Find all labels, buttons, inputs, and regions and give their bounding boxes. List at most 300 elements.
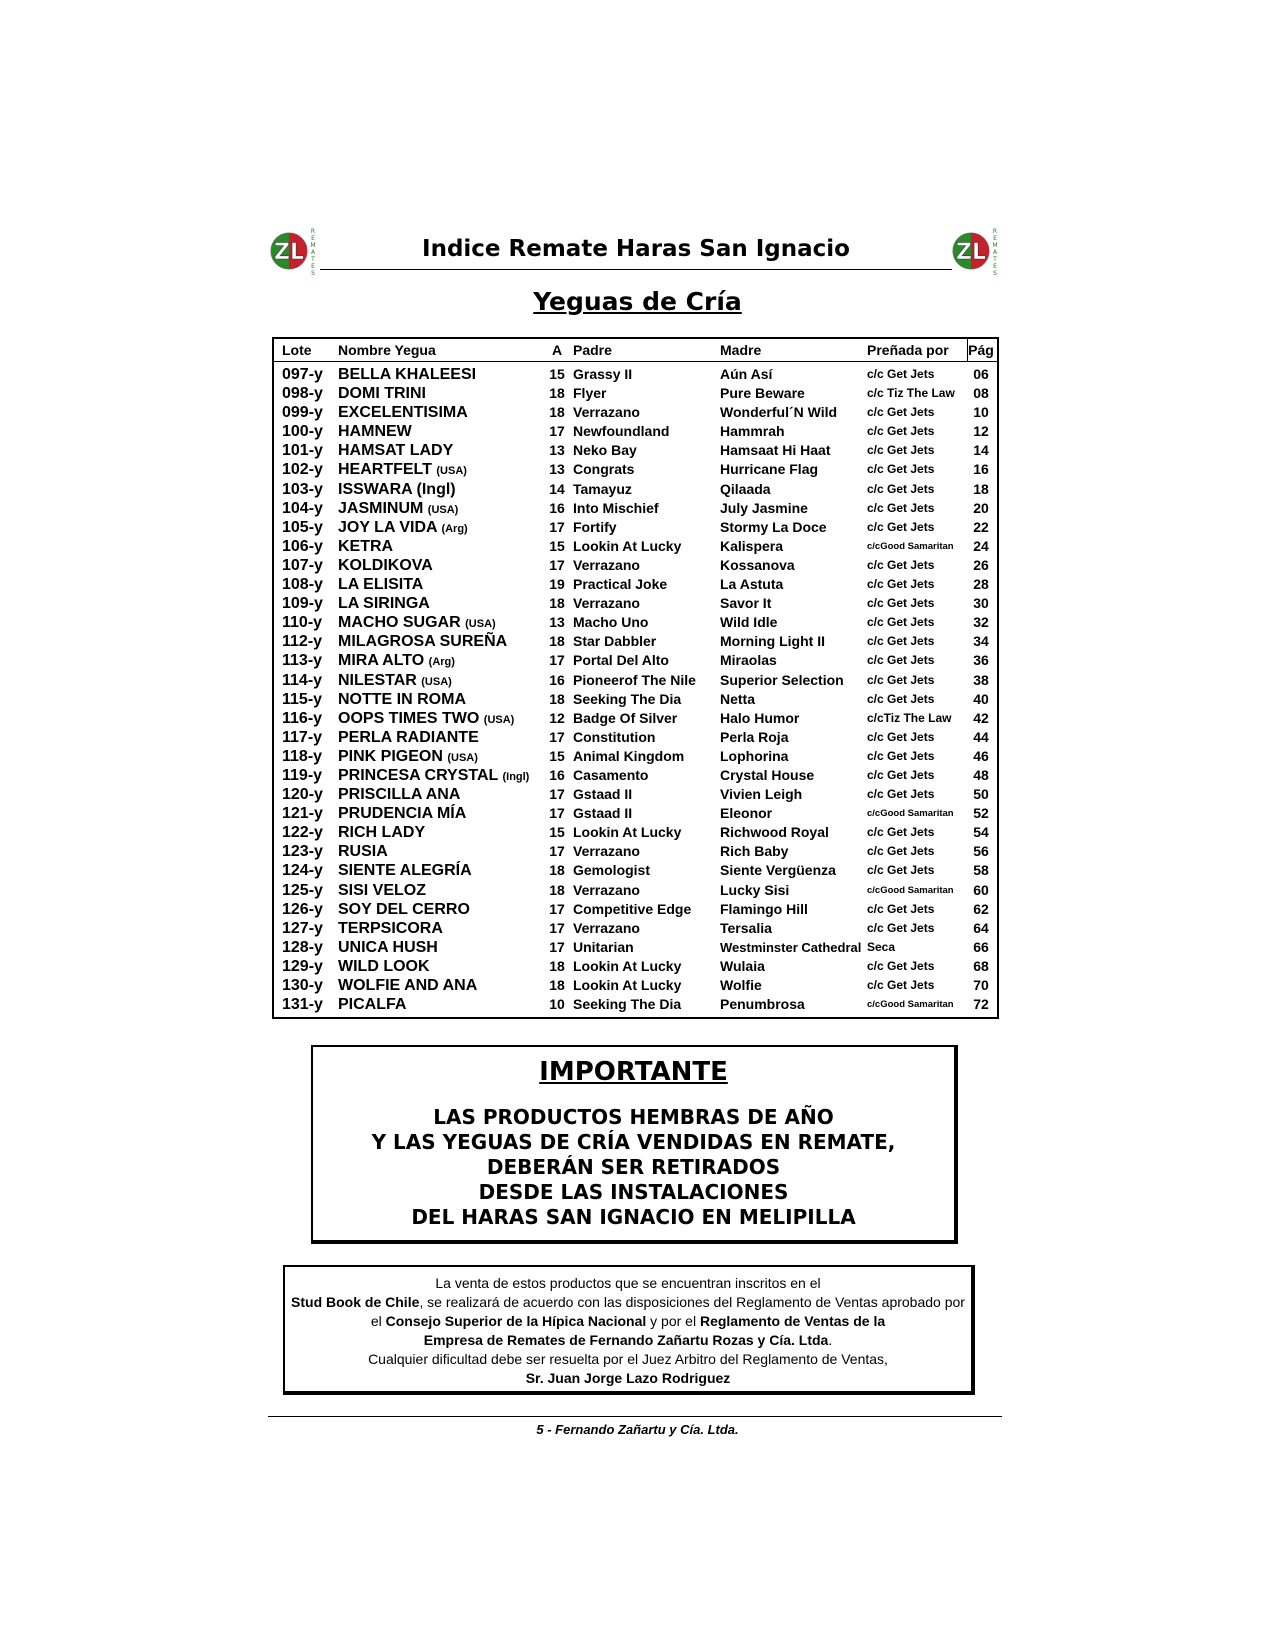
cell-prenada: c/c Tiz The Law: [867, 386, 955, 401]
mare-name: SISI VELOZ: [338, 881, 427, 899]
cell-lote: 128-y: [282, 938, 323, 956]
cell-pag: 46: [973, 747, 989, 764]
cell-padre: Star Dabbler: [573, 633, 657, 650]
mare-origin: (USA): [421, 675, 452, 688]
legal-bold-text: Reglamento de Ventas de la: [699, 1313, 886, 1329]
mare-name: OOPS TIMES TWO: [338, 709, 480, 727]
cell-nombre: [338, 441, 453, 460]
mare-name: MIRA ALTO: [338, 652, 425, 670]
cell-nombre: [338, 957, 430, 976]
cell-lote: 105-y: [282, 518, 323, 536]
table-row: [274, 957, 997, 976]
cell-prenada: c/cGood Samaritan: [867, 540, 954, 552]
cell-pag: 20: [973, 499, 989, 516]
cell-nombre: [338, 613, 496, 634]
cell-age: 19: [549, 576, 565, 593]
table-row: [274, 766, 997, 785]
cell-nombre: [338, 881, 426, 900]
mare-name: LA ELISITA: [338, 576, 424, 594]
table-row: [274, 613, 997, 632]
cell-prenada: c/c Get Jets: [867, 615, 935, 630]
mare-name: PRUDENCIA MÍA: [338, 805, 467, 823]
cell-pag: 60: [973, 881, 989, 898]
cell-prenada: c/c Get Jets: [867, 596, 935, 611]
footer-divider: [268, 1416, 1002, 1417]
logo-text: ZL: [274, 240, 304, 265]
cell-pag: 66: [973, 938, 989, 955]
cell-lote: 098-y: [282, 385, 323, 403]
cell-prenada: c/c Get Jets: [867, 748, 935, 763]
cell-madre: Savor It: [720, 595, 772, 612]
notice-line: DEL HARAS SAN IGNACIO EN MELIPILLA: [411, 1205, 856, 1229]
cell-padre: Newfoundland: [573, 423, 670, 440]
table-row: [274, 785, 997, 804]
company-logo-left: [270, 228, 320, 277]
cell-prenada: c/c Get Jets: [867, 577, 935, 592]
cell-prenada: c/c Get Jets: [867, 519, 935, 534]
legal-bold-text: Sr. Juan Jorge Lazo Rodriguez: [525, 1370, 731, 1386]
cell-age: 15: [549, 537, 565, 554]
cell-madre: Rich Baby: [720, 843, 789, 860]
legal-text: , se realizará de acuerdo con las disposiciones del Reglamento de Ventas aprobado por: [419, 1294, 965, 1310]
mare-name: MACHO SUGAR: [338, 614, 461, 632]
cell-prenada: c/c Get Jets: [867, 443, 935, 458]
legal-bold-text: Consejo Superior de la Hípica Nacional: [385, 1313, 647, 1329]
cell-age: 14: [549, 480, 565, 497]
cell-prenada: c/cTiz The Law: [867, 710, 952, 725]
cell-prenada: c/c Get Jets: [867, 958, 935, 973]
cell-lote: 108-y: [282, 576, 323, 594]
table-row: [274, 480, 997, 499]
cell-madre: Crystal House: [720, 766, 815, 783]
cell-padre: Pioneerof The Nile: [573, 671, 696, 688]
cell-madre: Aún Así: [720, 366, 773, 382]
cell-lote: 099-y: [282, 404, 323, 422]
cell-nombre: [338, 900, 470, 919]
cell-nombre: [338, 709, 514, 730]
cell-age: 18: [549, 633, 565, 650]
cell-lote: 126-y: [282, 900, 323, 918]
cell-age: 18: [549, 881, 565, 898]
cell-prenada: c/c Get Jets: [867, 729, 935, 744]
cell-lote: 129-y: [282, 957, 323, 975]
cell-pag: 40: [973, 690, 989, 707]
cell-age: 18: [549, 862, 565, 879]
cell-madre: Hammrah: [720, 423, 785, 440]
table-row: [274, 747, 997, 766]
cell-age: 18: [549, 690, 565, 707]
cell-age: 12: [549, 709, 565, 726]
mare-name: NOTTE IN ROMA: [338, 690, 466, 708]
table-row: [274, 938, 997, 957]
cell-prenada: c/c Get Jets: [867, 634, 935, 649]
cell-pag: 58: [973, 862, 989, 879]
cell-lote: 103-y: [282, 480, 323, 498]
cell-pag: 34: [973, 633, 989, 650]
cell-nombre: [338, 480, 456, 499]
zl-logo-icon: [270, 228, 308, 274]
cell-padre: Verrazano: [573, 595, 640, 612]
cell-pag: 56: [973, 843, 989, 860]
cell-lote: 114-y: [282, 671, 323, 689]
cell-madre: Kalispera: [720, 537, 784, 554]
cell-prenada: Seca: [867, 939, 896, 954]
cell-age: 16: [549, 499, 565, 516]
cell-age: 13: [549, 461, 565, 478]
cell-padre: Neko Bay: [573, 442, 637, 459]
cell-padre: Verrazano: [573, 881, 640, 898]
cell-madre: Stormy La Doce: [720, 518, 827, 535]
mare-origin: (USA): [465, 618, 496, 631]
cell-padre: Flyer: [573, 385, 607, 402]
cell-padre: Gemologist: [573, 862, 651, 879]
mare-name: BELLA KHALEESI: [338, 366, 477, 383]
header-madre: Madre: [720, 342, 762, 358]
table-row: [274, 861, 997, 880]
cell-pag: 06: [973, 366, 989, 382]
cell-padre: Verrazano: [573, 843, 640, 860]
cell-age: 10: [549, 996, 565, 1013]
cell-madre: Vivien Leigh: [720, 786, 803, 803]
cell-nombre: [338, 384, 426, 403]
cell-lote: 115-y: [282, 690, 323, 708]
mare-name: RUSIA: [338, 843, 388, 861]
cell-madre: Richwood Royal: [720, 824, 829, 841]
cell-age: 15: [549, 824, 565, 841]
mare-name: KOLDIKOVA: [338, 556, 433, 574]
table-row: [274, 651, 997, 670]
cell-prenada: c/c Get Jets: [867, 767, 935, 782]
table-row: [274, 804, 997, 823]
cell-prenada: c/c Get Jets: [867, 978, 935, 992]
cell-lote: 110-y: [282, 614, 323, 632]
cell-age: 17: [549, 900, 565, 917]
cell-pag: 64: [973, 919, 989, 936]
cell-nombre: [338, 632, 507, 651]
mare-name: PRISCILLA ANA: [338, 786, 461, 804]
cell-nombre: [338, 766, 529, 787]
cell-lote: 117-y: [282, 728, 323, 746]
cell-madre: La Astuta: [720, 576, 784, 593]
cell-age: 17: [549, 805, 565, 822]
cell-madre: Pure Beware: [720, 385, 805, 402]
cell-lote: 104-y: [282, 499, 323, 517]
cell-nombre: [338, 499, 458, 520]
table-row: [274, 900, 997, 919]
cell-lote: 123-y: [282, 843, 323, 861]
cell-pag: 54: [973, 824, 989, 841]
cell-padre: Casamento: [573, 766, 649, 783]
legal-text: .: [828, 1332, 833, 1348]
notice-line: DEBERÁN SER RETIRADOS: [486, 1155, 781, 1179]
cell-padre: Badge Of Silver: [573, 709, 678, 726]
mare-origin: (Arg): [428, 656, 455, 669]
cell-lote: 097-y: [282, 366, 323, 383]
table-row: [274, 441, 997, 460]
cell-madre: Superior Selection: [720, 671, 844, 688]
logo-side-text: R E M A T E S: [992, 228, 998, 277]
cell-padre: Practical Joke: [573, 576, 668, 593]
cell-age: 17: [549, 919, 565, 936]
mare-origin: (USA): [447, 751, 478, 764]
table-row: [274, 499, 997, 518]
cell-age: 15: [549, 366, 565, 382]
cell-nombre: [338, 422, 412, 441]
header-a: A: [551, 342, 563, 358]
cell-age: 18: [549, 957, 565, 974]
cell-pag: 44: [973, 728, 989, 745]
mare-origin: (USA): [483, 713, 515, 726]
cell-pag: 08: [973, 385, 989, 402]
mare-name: RICH LADY: [338, 824, 426, 842]
cell-padre: Lookin At Lucky: [573, 957, 682, 974]
cell-madre: Morning Light II: [720, 633, 825, 650]
mare-origin: (USA): [436, 465, 467, 478]
header-pag: Pág: [968, 342, 994, 358]
table-body: [274, 365, 997, 1014]
cell-pag: 32: [973, 614, 989, 631]
mare-name: PERLA RADIANTE: [338, 728, 479, 746]
mare-name: PRINCESA CRYSTAL: [338, 766, 499, 784]
mare-name: LA SIRINGA: [338, 595, 430, 613]
cell-madre: July Jasmine: [720, 499, 808, 516]
cell-madre: Wild Idle: [720, 614, 778, 631]
mare-name: HAMSAT LADY: [338, 442, 454, 460]
legal-text: La venta de estos productos que se encuentran inscritos en el: [435, 1275, 821, 1291]
mare-name: KETRA: [338, 537, 394, 555]
cell-age: 18: [549, 385, 565, 402]
legal-notice: [283, 1265, 975, 1395]
cell-prenada: c/c Get Jets: [867, 500, 935, 515]
cell-madre: Wonderful´N Wild: [720, 404, 838, 421]
header-divider: [320, 269, 952, 270]
page-footer: 5 - Fernando Zañartu y Cía. Ltda.: [536, 1422, 739, 1437]
cell-prenada: c/c Get Jets: [867, 424, 935, 439]
cell-prenada: c/c Get Jets: [867, 405, 935, 420]
column-divider: [967, 339, 968, 361]
cell-prenada: c/c Get Jets: [867, 481, 935, 496]
cell-nombre: [338, 728, 479, 747]
cell-padre: Grassy II: [573, 366, 633, 382]
cell-madre: Wolfie: [720, 977, 762, 993]
legal-line: [285, 1275, 971, 1291]
cell-age: 13: [549, 614, 565, 631]
cell-age: 17: [549, 518, 565, 535]
company-logo-right: [952, 228, 1002, 277]
cell-lote: 109-y: [282, 595, 323, 613]
cell-lote: 100-y: [282, 423, 323, 441]
cell-padre: Gstaad II: [573, 786, 633, 803]
cell-padre: Portal Del Alto: [573, 652, 669, 669]
cell-pag: 28: [973, 576, 989, 593]
cell-nombre: [338, 804, 466, 823]
cell-lote: 106-y: [282, 537, 323, 555]
cell-age: 16: [549, 766, 565, 783]
mare-name: ISSWARA (Ingl): [338, 480, 456, 498]
cell-nombre: [338, 365, 476, 384]
cell-prenada: c/c Get Jets: [867, 367, 935, 381]
table-row: [274, 556, 997, 575]
table-row: [274, 976, 997, 995]
legal-text: y por el: [646, 1313, 700, 1329]
cell-madre: Wulaia: [720, 957, 765, 974]
cell-pag: 12: [973, 423, 989, 440]
cell-padre: Verrazano: [573, 556, 640, 573]
cell-nombre: [338, 537, 393, 556]
mare-name: MILAGROSA SUREÑA: [338, 633, 508, 651]
cell-padre: Lookin At Lucky: [573, 824, 682, 841]
legal-line: [285, 1313, 971, 1329]
cell-prenada: c/c Get Jets: [867, 901, 935, 916]
cell-padre: Macho Uno: [573, 614, 649, 631]
cell-lote: 121-y: [282, 805, 323, 823]
cell-nombre: [338, 690, 466, 709]
cell-prenada: c/c Get Jets: [867, 863, 935, 878]
mare-name: HAMNEW: [338, 423, 412, 441]
cell-lote: 112-y: [282, 633, 323, 651]
cell-age: 17: [549, 652, 565, 669]
cell-lote: 125-y: [282, 881, 323, 899]
cell-padre: Lookin At Lucky: [573, 537, 682, 554]
zl-logo-icon: [952, 228, 990, 274]
cell-prenada: c/c Get Jets: [867, 462, 935, 477]
table-row: [274, 422, 997, 441]
cell-pag: 36: [973, 652, 989, 669]
cell-padre: Animal Kingdom: [573, 747, 685, 764]
notice-line: Y LAS YEGUAS DE CRÍA VENDIDAS EN REMATE,: [371, 1130, 896, 1154]
cell-age: 17: [549, 786, 565, 803]
mare-name: HEARTFELT: [338, 461, 432, 479]
cell-age: 17: [549, 728, 565, 745]
legal-bold-text: Empresa de Remates de Fernando Zañartu Rozas y Cía. Ltda: [423, 1332, 829, 1348]
cell-pag: 18: [973, 480, 989, 497]
cell-age: 18: [549, 595, 565, 612]
table-row: [274, 575, 997, 594]
table-header: [274, 339, 997, 362]
legal-line: [285, 1294, 971, 1310]
table-row: [274, 823, 997, 842]
cell-madre: Qilaada: [720, 480, 771, 497]
cell-padre: Constitution: [573, 728, 656, 745]
table-row: [274, 690, 997, 709]
legal-text: el: [370, 1313, 386, 1329]
cell-madre: Hurricane Flag: [720, 461, 819, 478]
cell-nombre: [338, 747, 478, 768]
cell-age: 17: [549, 938, 565, 955]
table-row: [274, 881, 997, 900]
table-row: [274, 594, 997, 613]
section-subtitle: Yeguas de Cría: [533, 287, 742, 316]
cell-padre: Into Mischief: [573, 499, 659, 516]
header-lote: Lote: [282, 342, 312, 358]
cell-age: 17: [549, 843, 565, 860]
table-row: [274, 995, 997, 1014]
cell-madre: Halo Humor: [720, 709, 800, 726]
mare-name: PINK PIGEON: [338, 747, 443, 765]
cell-prenada: c/c Get Jets: [867, 844, 935, 859]
header-nombre: Nombre Yegua: [338, 342, 436, 358]
cell-age: 18: [549, 977, 565, 993]
table-row: [274, 671, 997, 690]
cell-prenada: c/cGood Samaritan: [867, 808, 954, 820]
logo-side-text: R E M A T E S: [310, 228, 316, 277]
cell-madre: Westminster Cathedral: [720, 939, 862, 955]
cell-pag: 10: [973, 404, 989, 421]
table-row: [274, 403, 997, 422]
cell-pag: 62: [973, 900, 989, 917]
cell-madre: Hamsaat Hi Haat: [720, 442, 831, 459]
cell-madre: Kossanova: [720, 556, 795, 573]
table-row: [274, 728, 997, 747]
cell-age: 15: [549, 747, 565, 764]
cell-padre: Congrats: [573, 461, 635, 478]
cell-madre: Eleonor: [720, 805, 773, 822]
cell-lote: 107-y: [282, 556, 323, 574]
cell-lote: 101-y: [282, 442, 323, 460]
cell-nombre: [338, 785, 460, 804]
cell-prenada: c/c Get Jets: [867, 787, 935, 802]
cell-prenada: c/cGood Samaritan: [867, 884, 954, 896]
cell-nombre: [338, 403, 468, 422]
cell-padre: Lookin At Lucky: [573, 977, 682, 993]
cell-padre: Verrazano: [573, 404, 640, 421]
cell-prenada: c/cGood Samaritan: [867, 999, 954, 1011]
mare-name: SOY DEL CERRO: [338, 900, 470, 918]
cell-prenada: c/c Get Jets: [867, 557, 935, 572]
importante-notice: [311, 1045, 958, 1244]
mare-origin: (Arg): [441, 522, 468, 535]
cell-pag: 70: [973, 977, 989, 993]
legal-line: [285, 1370, 971, 1386]
cell-lote: 124-y: [282, 862, 323, 880]
cell-prenada: c/c Get Jets: [867, 653, 935, 668]
cell-padre: Seeking The Dia: [573, 690, 682, 707]
cell-madre: Perla Roja: [720, 728, 789, 745]
cell-prenada: c/c Get Jets: [867, 920, 935, 935]
table-row: [274, 709, 997, 728]
mare-name: PICALFA: [338, 996, 407, 1014]
mare-name: NILESTAR: [338, 671, 417, 689]
cell-padre: Seeking The Dia: [573, 996, 682, 1013]
cell-nombre: [338, 995, 406, 1014]
cell-prenada: c/c Get Jets: [867, 825, 935, 840]
table-row: [274, 632, 997, 651]
table-row: [274, 460, 997, 479]
table-row: [274, 842, 997, 861]
cell-pag: 68: [973, 957, 989, 974]
cell-nombre: [338, 919, 443, 938]
cell-lote: 113-y: [282, 652, 323, 670]
notice-title: IMPORTANTE: [539, 1057, 728, 1087]
cell-lote: 102-y: [282, 461, 323, 479]
cell-nombre: [338, 861, 472, 880]
cell-padre: Competitive Edge: [573, 900, 692, 917]
cell-padre: Fortify: [573, 518, 617, 535]
table-row: [274, 365, 997, 384]
mare-name: JOY LA VIDA: [338, 518, 437, 536]
cell-nombre: [338, 671, 452, 692]
header-prenada: Preñada por: [867, 342, 949, 358]
mare-name: EXCELENTISIMA: [338, 404, 468, 422]
cell-madre: Lucky Sisi: [720, 881, 790, 898]
cell-madre: Lophorina: [720, 747, 789, 764]
cell-pag: 72: [973, 996, 989, 1013]
cell-nombre: [338, 938, 438, 957]
cell-padre: Verrazano: [573, 919, 640, 936]
cell-prenada: c/c Get Jets: [867, 691, 935, 706]
legal-text: Cualquier dificultad debe ser resuelta por el Juez Arbitro del Reglamento de Ventas,: [368, 1351, 888, 1367]
notice-line: LAS PRODUCTOS HEMBRAS DE AÑO: [433, 1105, 834, 1129]
